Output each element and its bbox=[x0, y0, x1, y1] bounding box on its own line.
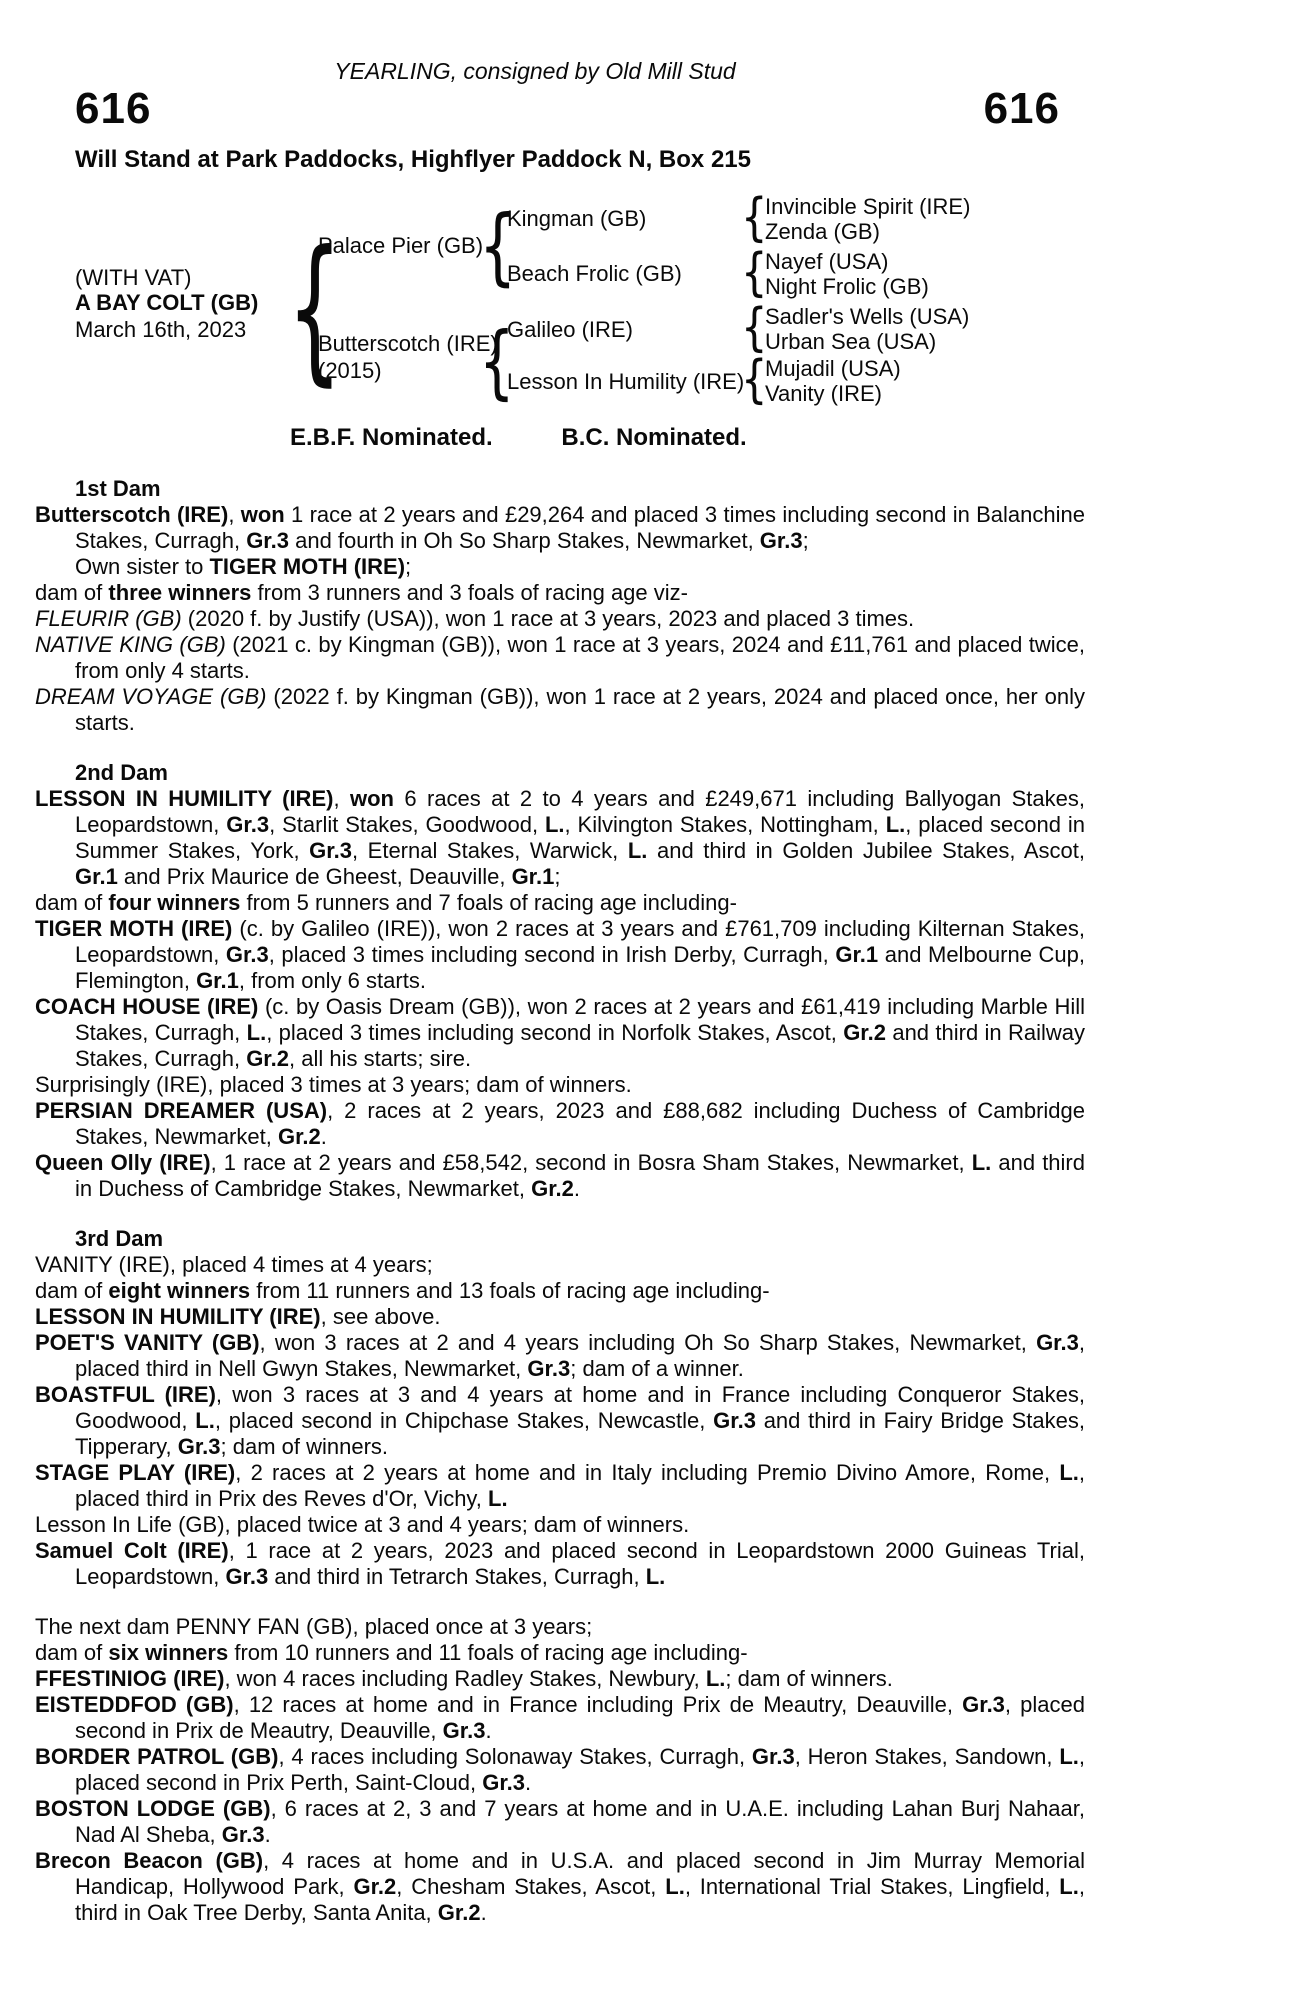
gen4-name: Night Frolic (GB) bbox=[765, 274, 929, 299]
gen4-name: Zenda (GB) bbox=[765, 219, 880, 244]
consignor-line: YEARLING, consigned by Old Mill Stud bbox=[334, 58, 736, 84]
third-dam-section bbox=[35, 1226, 1086, 1590]
gen4-name: Urban Sea (USA) bbox=[765, 329, 937, 354]
sire-name: Palace Pier (GB) bbox=[318, 233, 484, 258]
stand-location-line: Will Stand at Park Paddocks, Highflyer Paddock N, Box 215 bbox=[75, 146, 751, 173]
dam3-produce-intro: dam of eight winners from 11 runners and 13 foals of racing age including- bbox=[35, 1278, 770, 1303]
dam-dam-name: Lesson In Humility (IRE) bbox=[507, 369, 745, 394]
catalogue-text bbox=[35, 476, 1086, 1926]
subject-name: A BAY COLT (GB) bbox=[75, 290, 259, 315]
bc-nomination: B.C. Nominated. bbox=[561, 424, 747, 451]
dam1-race-record: Butterscotch (IRE), won 1 race at 2 years and £29,264 and placed 3 times including second in Balanchine Stakes, Curragh, Gr.3 and fourth in Oh So Sharp Stakes, Newmarket, Gr.3; Own sister to TIGER MOTH (IRE); bbox=[35, 502, 1085, 579]
next-dam-record: The next dam PENNY FAN (GB), placed once at 3 years; bbox=[35, 1614, 593, 1639]
second-dam-section bbox=[35, 760, 1086, 1202]
dam2-race-record: LESSON IN HUMILITY (IRE), won 6 races at 2 to 4 years and £249,671 including Ballyogan Stakes, Leopardstown, Gr.3, Starlit Stakes, Goodwood, L., Kilvington Stakes, Nottingham, L., placed second in Summer Stakes, York, Gr.3, Eternal Stakes, Warwick, L. and third in Golden Jubilee Stakes, Ascot, Gr.1 and Prix Maurice de Gheest, Deauville, Gr.1; bbox=[35, 786, 1086, 889]
progeny-brecon-beacon: Brecon Beacon (GB), 4 races at home and in U.S.A. and placed second in Jim Murray Memorial Handicap, Hollywood Park, Gr.2, Chesham Stakes, Ascot, L., International Trial Stakes, Lingfield, L., third in Oak Tree Derby, Santa Anita, Gr.2. bbox=[35, 1848, 1085, 1925]
gen4-name: Mujadil (USA) bbox=[765, 356, 901, 381]
pedigree-brace-icon bbox=[741, 192, 767, 244]
nominations-row bbox=[75, 424, 1085, 452]
dam3-race-record: VANITY (IRE), placed 4 times at 4 years; bbox=[35, 1252, 433, 1277]
sire-sire-name: Kingman (GB) bbox=[507, 206, 647, 231]
dam2-heading: 2nd Dam bbox=[75, 760, 168, 785]
progeny-persian-dreamer: PERSIAN DREAMER (USA), 2 races at 2 years, 2023 and £88,682 including Duchess of Cambridge Stakes, Newmarket, Gr.2. bbox=[35, 1098, 1085, 1149]
progeny-poets-vanity: POET'S VANITY (GB), won 3 races at 2 and 4 years including Oh So Sharp Stakes, Newmarket, Gr.3, placed third in Nell Gwyn Stakes, Newmarket, Gr.3; dam of a winner. bbox=[35, 1330, 1085, 1381]
progeny-queen-olly: Queen Olly (IRE), 1 race at 2 years and £58,542, second in Bosra Sham Stakes, Newmarket, L. and third in Duchess of Cambridge Stakes, Newmarket, Gr.2. bbox=[35, 1150, 1085, 1201]
dam-sire-name: Galileo (IRE) bbox=[507, 317, 633, 342]
dam1-heading: 1st Dam bbox=[75, 476, 161, 501]
dam2-produce-intro: dam of four winners from 5 runners and 7 foals of racing age including- bbox=[35, 890, 737, 915]
progeny-dream-voyage: DREAM VOYAGE (GB) (2022 f. by Kingman (GB)), won 1 race at 2 years, 2024 and placed once, her only starts. bbox=[35, 684, 1085, 735]
dam-year: (2015) bbox=[318, 358, 382, 383]
first-dam-section bbox=[35, 476, 1085, 736]
pedigree-tree bbox=[75, 190, 1085, 418]
gen4-name: Vanity (IRE) bbox=[765, 381, 882, 406]
dam1-produce-intro: dam of three winners from 3 runners and 3 foals of racing age viz- bbox=[35, 580, 688, 605]
progeny-samuel-colt: Samuel Colt (IRE), 1 race at 2 years, 2023 and placed second in Leopardstown 2000 Guineas Trial, Leopardstown, Gr.3 and third in Tetrarch Stakes, Curragh, L. bbox=[35, 1538, 1085, 1589]
progeny-fleurir: FLEURIR (GB) (2020 f. by Justify (USA)), won 1 race at 3 years, 2023 and placed 3 times. bbox=[35, 606, 915, 631]
pedigree-brace-icon bbox=[741, 354, 767, 406]
progeny-lesson-in-humility: LESSON IN HUMILITY (IRE), see above. bbox=[35, 1304, 441, 1329]
lot-number-right: 616 bbox=[983, 84, 1060, 133]
pedigree-brace-icon bbox=[741, 302, 767, 354]
dam3-heading: 3rd Dam bbox=[75, 1226, 164, 1251]
lot-number-left: 616 bbox=[75, 84, 152, 133]
pedigree-brace-icon bbox=[741, 247, 767, 299]
progeny-stage-play: STAGE PLAY (IRE), 2 races at 2 years at home and in Italy including Premio Divino Amore, Rome, L., placed third in Prix des Reves d'Or, Vichy, L. bbox=[35, 1460, 1085, 1511]
progeny-ffestiniog: FFESTINIOG (IRE), won 4 races including Radley Stakes, Newbury, L.; dam of winners. bbox=[35, 1666, 893, 1691]
progeny-native-king: NATIVE KING (GB) (2021 c. by Kingman (GB)), won 1 race at 3 years, 2024 and £11,761 and placed twice, from only 4 starts. bbox=[35, 632, 1085, 683]
ebf-nomination: E.B.F. Nominated. bbox=[290, 424, 493, 451]
gen4-name: Nayef (USA) bbox=[765, 249, 889, 274]
gen4-name: Sadler's Wells (USA) bbox=[765, 304, 970, 329]
progeny-border-patrol: BORDER PATROL (GB), 4 races including Solonaway Stakes, Curragh, Gr.3, Heron Stakes, Sandown, L., placed second in Prix Perth, Saint-Cloud, Gr.3. bbox=[35, 1744, 1086, 1795]
progeny-coach-house: COACH HOUSE (IRE) (c. by Oasis Dream (GB)), won 2 races at 2 years and £61,419 including Marble Hill Stakes, Curragh, L., placed 3 times including second in Norfolk Stakes, Ascot, Gr.2 and third in Railway Stakes, Curragh, Gr.2, all his starts; sire. bbox=[35, 994, 1085, 1071]
sire-dam-name: Beach Frolic (GB) bbox=[507, 261, 682, 286]
foaling-date: March 16th, 2023 bbox=[75, 317, 247, 342]
progeny-tiger-moth: TIGER MOTH (IRE) (c. by Galileo (IRE)), won 2 races at 3 years and £761,709 including Kilternan Stakes, Leopardstown, Gr.3, placed 3 times including second in Irish Derby, Curragh, Gr.1 and Melbourne Cup, Flemington, Gr.1, from only 6 starts. bbox=[35, 916, 1085, 993]
progeny-boston-lodge: BOSTON LODGE (GB), 6 races at 2, 3 and 7 years at home and in U.A.E. including Lahan Burj Nahaar, Nad Al Sheba, Gr.3. bbox=[35, 1796, 1085, 1847]
next-dam-section bbox=[35, 1614, 1086, 1926]
progeny-boastful: BOASTFUL (IRE), won 3 races at 3 and 4 years at home and in France including Conqueror Stakes, Goodwood, L., placed second in Chipchase Stakes, Newcastle, Gr.3 and third in Fairy Bridge Stakes, Tipperary, Gr.3; dam of winners. bbox=[35, 1382, 1086, 1459]
vat-note: (WITH VAT) bbox=[75, 265, 192, 290]
gen4-name: Invincible Spirit (IRE) bbox=[765, 194, 971, 219]
lot-number-row bbox=[75, 86, 1060, 132]
progeny-lesson-in-life: Lesson In Life (GB), placed twice at 3 and 4 years; dam of winners. bbox=[35, 1512, 690, 1537]
dam4-produce-intro: dam of six winners from 10 runners and 11 foals of racing age including- bbox=[35, 1640, 748, 1665]
progeny-eisteddfod: EISTEDDFOD (GB), 12 races at home and in France including Prix de Meautry, Deauville, Gr.3, placed second in Prix de Meautry, Deauville, Gr.3. bbox=[35, 1692, 1085, 1743]
dam-name: Butterscotch (IRE) bbox=[318, 331, 498, 356]
progeny-surprisingly: Surprisingly (IRE), placed 3 times at 3 years; dam of winners. bbox=[35, 1072, 632, 1097]
